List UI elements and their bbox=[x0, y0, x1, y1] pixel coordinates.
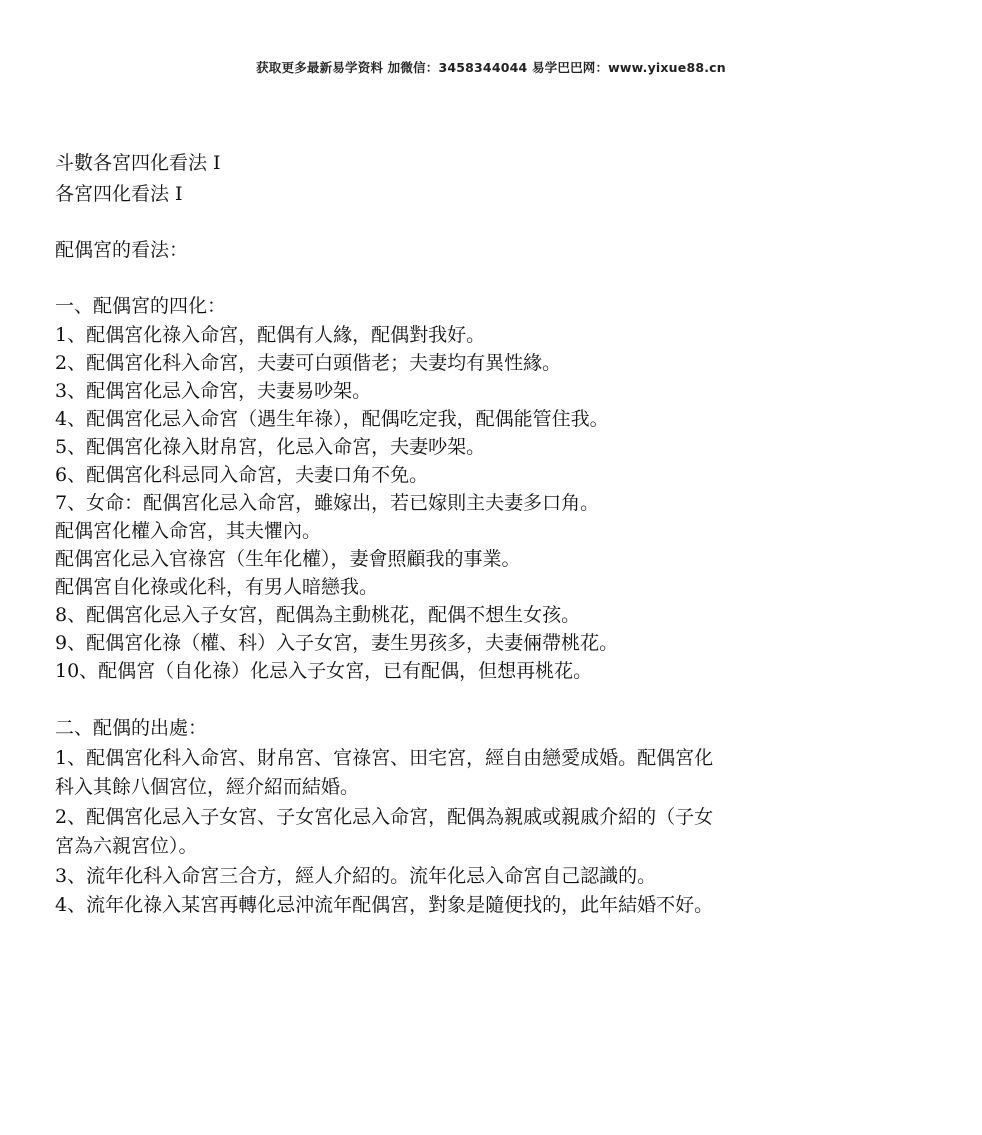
list-item: 配偶宮化忌入官祿宮（生年化權），妻會照顧我的事業。 bbox=[55, 548, 521, 570]
title-block bbox=[55, 148, 935, 210]
list-item: 3、流年化科入命宮三合方，經人介紹的。流年化忌入命宮自己認識的。 bbox=[55, 864, 657, 887]
list-item: 3、配偶宮化忌入命宮，夫妻易吵架。 bbox=[55, 380, 372, 402]
list-item: 配偶宮化權入命宮，其夫懼內。 bbox=[55, 520, 322, 542]
section-spouse-sihua bbox=[55, 292, 935, 685]
list-item: 6、配偶宮化科忌同入命宮，夫妻口角不免。 bbox=[55, 464, 429, 486]
document-body bbox=[55, 148, 935, 950]
list-item: 2、配偶宮化忌入子女宮、子女宮化忌入命宮，配偶為親戚或親戚介紹的（子女 bbox=[55, 805, 714, 828]
section-heading: 二、配偶的出處： bbox=[55, 717, 208, 739]
list-item: 配偶宮自化祿或化科，有男人暗戀我。 bbox=[55, 576, 379, 598]
section-spouse-origin bbox=[55, 714, 935, 921]
document-subtitle: 各宮四化看法 I bbox=[55, 183, 183, 205]
list-item: 科入其餘八個宮位，經介紹而結婚。 bbox=[55, 776, 360, 798]
list-item: 2、配偶宮化科入命宮，夫妻可白頭偕老；夫妻均有異性緣。 bbox=[55, 352, 562, 374]
list-item: 4、配偶宮化忌入命宮（遇生年祿），配偶吃定我，配偶能管住我。 bbox=[55, 408, 609, 430]
section-heading: 一、配偶宮的四化： bbox=[55, 295, 227, 317]
list-item: 7、女命：配偶宮化忌入命宮，雖嫁出，若已嫁則主夫妻多口角。 bbox=[55, 492, 600, 514]
list-item: 5、配偶宮化祿入財帛宮，化忌入命宮，夫妻吵架。 bbox=[55, 436, 486, 458]
list-item: 10、配偶宮（自化祿）化忌入子女宮，已有配偶，但想再桃花。 bbox=[55, 660, 593, 682]
list-item: 1、配偶宮化祿入命宮，配偶有人緣，配偶對我好。 bbox=[55, 324, 486, 346]
list-item: 1、配偶宮化科入命宮、財帛宮、官祿宮、田宅宮，經自由戀愛成婚。配偶宮化 bbox=[55, 746, 714, 769]
document-title: 斗數各宮四化看法 I bbox=[55, 152, 221, 174]
intro-heading: 配偶宮的看法： bbox=[55, 239, 189, 261]
list-item: 4、流年化祿入某宮再轉化忌沖流年配偶宮，對象是隨便找的，此年結婚不好。 bbox=[55, 894, 714, 916]
page-header-banner: 获取更多最新易学资料 加微信：3458344044 易学巴巴网：www.yixue88.cn bbox=[256, 60, 726, 75]
intro-block bbox=[55, 236, 935, 264]
list-item: 9、配偶宮化祿（權、科）入子女宮，妻生男孩多，夫妻倆帶桃花。 bbox=[55, 632, 619, 654]
list-item: 8、配偶宮化忌入子女宮，配偶為主動桃花，配偶不想生女孩。 bbox=[55, 604, 581, 626]
list-item: 宮為六親宮位）。 bbox=[55, 835, 198, 857]
